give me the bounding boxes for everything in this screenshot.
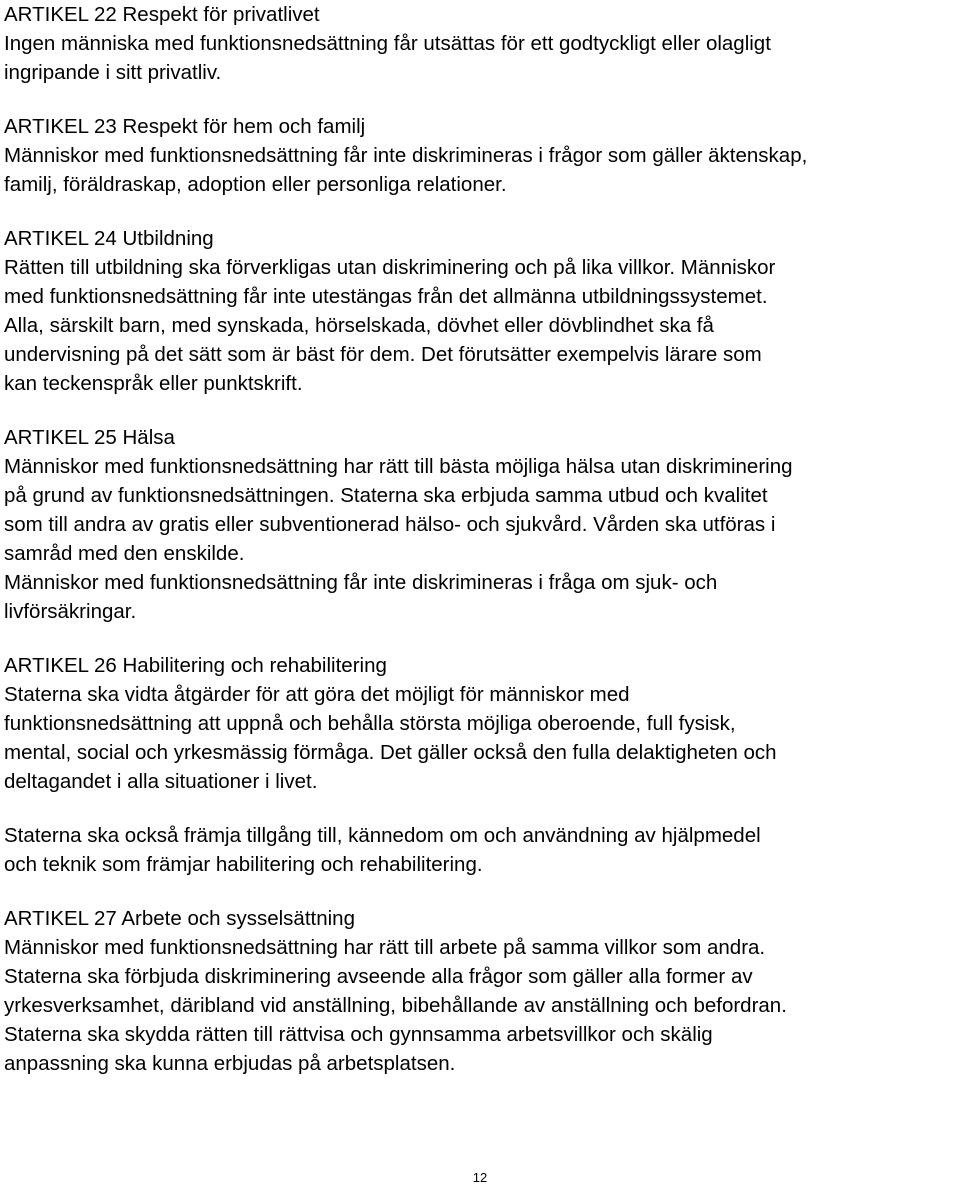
paragraph-gap — [4, 199, 958, 224]
text-line: samråd med den enskilde. — [4, 542, 245, 565]
text-line: Människor med funktionsnedsättning får inte diskrimineras i fråga om sjuk- och — [4, 571, 718, 594]
text-line: Rätten till utbildning ska förverkligas utan diskriminering och på lika villkor. Människor — [4, 256, 776, 279]
text-line: Människor med funktionsnedsättning får inte diskrimineras i frågor som gäller äktenskap, — [4, 144, 808, 167]
text-line: funktionsnedsättning att uppnå och behålla största möjliga oberoende, full fysisk, — [4, 712, 736, 735]
text-line: Staterna ska skydda rätten till rättvisa och gynnsamma arbetsvillkor och skälig — [4, 1023, 713, 1046]
text-line: Människor med funktionsnedsättning har rätt till arbete på samma villkor som andra. — [4, 936, 766, 959]
article-heading: ARTIKEL 25 Hälsa — [4, 426, 175, 449]
text-line: deltagandet i alla situationer i livet. — [4, 770, 318, 793]
article-27 — [4, 904, 958, 1078]
article-heading: ARTIKEL 26 Habilitering och rehabilitering — [4, 654, 387, 677]
article-heading: ARTIKEL 23 Respekt för hem och familj — [4, 115, 366, 138]
text-line: Staterna ska förbjuda diskriminering avseende alla frågor som gäller alla former av — [4, 965, 753, 988]
text-line: kan teckenspråk eller punktskrift. — [4, 372, 303, 395]
text-line: familj, föräldraskap, adoption eller personliga relationer. — [4, 173, 507, 196]
article-26-continuation — [4, 821, 958, 879]
article-heading: ARTIKEL 27 Arbete och sysselsättning — [4, 907, 355, 930]
text-line: på grund av funktionsnedsättningen. Staterna ska erbjuda samma utbud och kvalitet — [4, 484, 768, 507]
paragraph-gap — [4, 879, 958, 904]
text-line: ingripande i sitt privatliv. — [4, 61, 222, 84]
article-heading: ARTIKEL 24 Utbildning — [4, 227, 214, 250]
text-line: anpassning ska kunna erbjudas på arbetsplatsen. — [4, 1052, 456, 1075]
text-line: med funktionsnedsättning får inte utestängas från det allmänna utbildningssystemet. — [4, 285, 768, 308]
article-22 — [4, 0, 958, 87]
article-heading: ARTIKEL 22 Respekt för privatlivet — [4, 3, 320, 26]
text-line: undervisning på det sätt som är bäst för dem. Det förutsätter exempelvis lärare som — [4, 343, 762, 366]
text-line: Ingen människa med funktionsnedsättning får utsättas för ett godtyckligt eller olagligt — [4, 32, 771, 55]
text-line: yrkesverksamhet, däribland vid anställning, bibehållande av anställning och befordran. — [4, 994, 787, 1017]
text-line: livförsäkringar. — [4, 600, 137, 623]
paragraph-gap — [4, 87, 958, 112]
paragraph-gap — [4, 398, 958, 423]
text-line: Människor med funktionsnedsättning har rätt till bästa möjliga hälsa utan diskriminering — [4, 455, 793, 478]
text-line: Staterna ska också främja tillgång till, kännedom om och användning av hjälpmedel — [4, 824, 761, 847]
article-24 — [4, 224, 958, 398]
document-page — [4, 0, 958, 1078]
page-number: 12 — [472, 1170, 488, 1185]
article-26 — [4, 651, 958, 796]
article-23 — [4, 112, 958, 199]
text-line: mental, social och yrkesmässig förmåga. Det gäller också den fulla delaktigheten och — [4, 741, 777, 764]
text-line: Staterna ska vidta åtgärder för att göra det möjligt för människor med — [4, 683, 630, 706]
paragraph-gap — [4, 626, 958, 651]
article-25 — [4, 423, 958, 626]
text-line: Alla, särskilt barn, med synskada, hörselskada, dövhet eller dövblindhet ska få — [4, 314, 714, 337]
paragraph-gap — [4, 796, 958, 821]
text-line: och teknik som främjar habilitering och rehabilitering. — [4, 853, 483, 876]
text-line: som till andra av gratis eller subventionerad hälso- och sjukvård. Vården ska utföras i — [4, 513, 776, 536]
